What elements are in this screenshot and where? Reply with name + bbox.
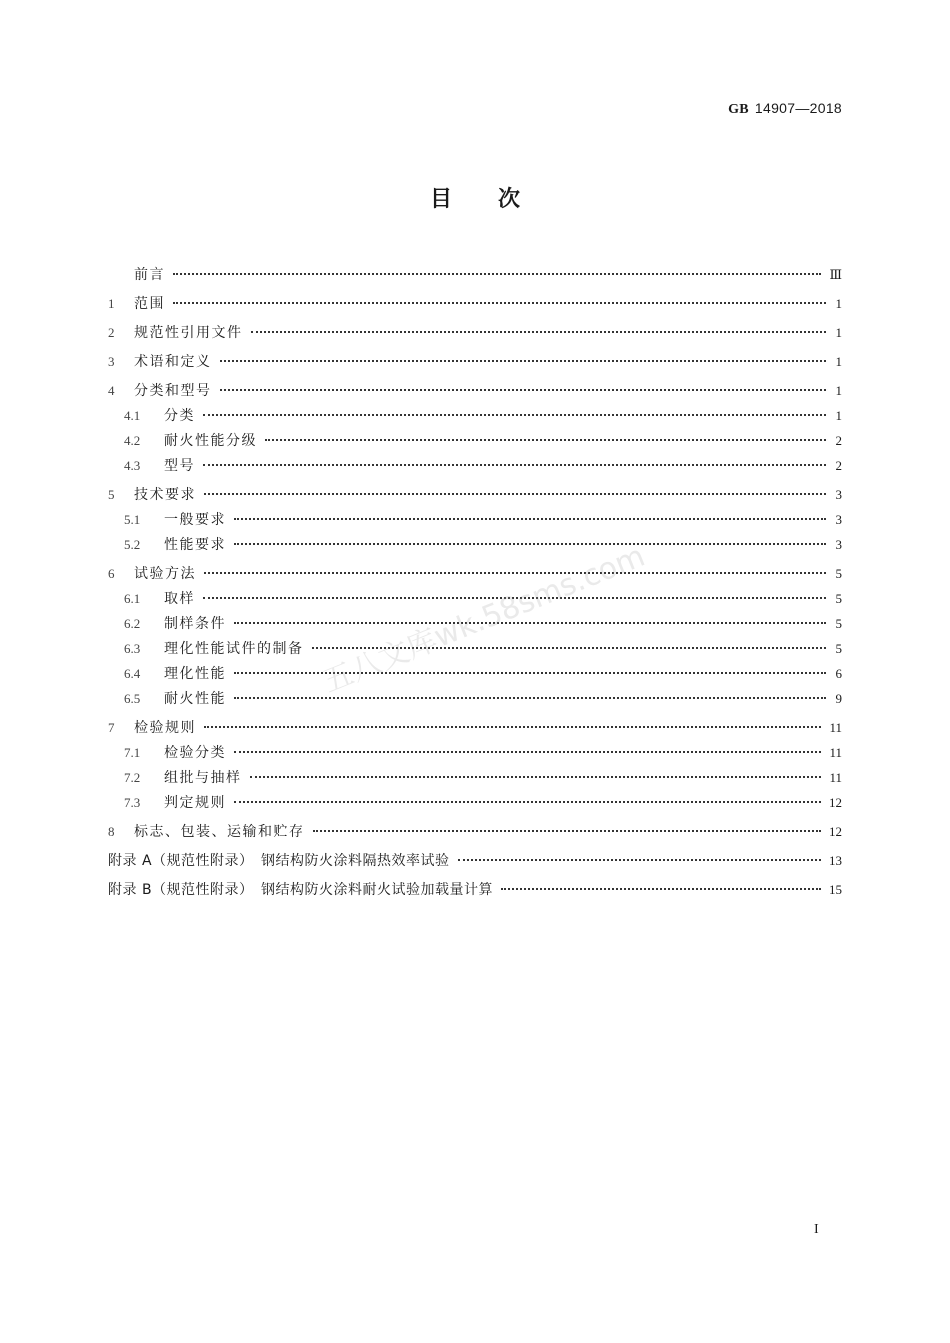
toc-entry-page: 5 <box>835 591 842 606</box>
toc-entry-number: 4.2 <box>124 433 141 448</box>
toc-entry-title: 耐火性能分级 <box>164 433 257 449</box>
standard-code <box>728 100 842 118</box>
toc-entry-number: 6.1 <box>124 591 141 606</box>
toc-entry-page: 1 <box>835 408 842 423</box>
page-number: I <box>814 1222 819 1237</box>
toc-entry-number: 6 <box>108 566 115 581</box>
toc-entry-title: 分类和型号 <box>134 383 212 399</box>
toc-dot-leader <box>204 493 826 495</box>
standard-number: 14907—2018 <box>754 100 842 116</box>
toc-entry-page: 2 <box>835 458 842 473</box>
toc-dot-leader <box>220 360 827 362</box>
toc-entry[interactable] <box>108 586 842 611</box>
toc-entry-title: 技术要求 <box>134 487 196 503</box>
toc-entry-page: 11 <box>829 745 842 760</box>
toc-entry-page: 1 <box>835 325 842 340</box>
toc-entry-page: 3 <box>835 537 842 552</box>
toc-entry-page: 2 <box>835 433 842 448</box>
toc-entry[interactable] <box>108 819 842 844</box>
toc-entry-title: 检验规则 <box>134 720 196 736</box>
toc-dot-leader <box>203 414 826 416</box>
toc-entry-page: 3 <box>835 512 842 527</box>
toc-entry-page: 5 <box>835 641 842 656</box>
toc-entry-number: 6.4 <box>124 666 141 681</box>
toc-entry-number: 3 <box>108 354 115 369</box>
table-of-contents <box>108 258 842 902</box>
toc-entry[interactable] <box>108 378 842 403</box>
toc-dot-leader <box>203 464 826 466</box>
toc-entry-page: 5 <box>835 616 842 631</box>
toc-entry-number: 5.2 <box>124 537 141 552</box>
toc-entry-title: 组批与抽样 <box>164 770 242 786</box>
toc-dot-leader <box>458 859 821 861</box>
toc-dot-leader <box>204 572 826 574</box>
toc-entry[interactable] <box>108 453 842 478</box>
toc-dot-leader <box>312 647 827 649</box>
toc-entry[interactable] <box>108 740 842 765</box>
toc-entry-title: 附录 B（规范性附录） 钢结构防火涂料耐火试验加载量计算 <box>108 882 494 898</box>
toc-entry-page: Ⅲ <box>829 267 842 282</box>
toc-entry-page: 9 <box>835 691 842 706</box>
toc-dot-leader <box>234 801 821 803</box>
toc-entry-title: 附录 A（规范性附录） 钢结构防火涂料隔热效率试验 <box>108 853 450 869</box>
toc-entry-page: 1 <box>835 354 842 369</box>
toc-dot-leader <box>250 776 822 778</box>
toc-entry-page: 12 <box>829 795 842 810</box>
toc-entry[interactable] <box>108 715 842 740</box>
toc-entry[interactable] <box>108 507 842 532</box>
toc-dot-leader <box>220 389 827 391</box>
toc-entry[interactable] <box>108 320 842 345</box>
toc-entry-title: 试验方法 <box>134 566 196 582</box>
toc-dot-leader <box>234 751 821 753</box>
watermark: 五八文库wk.58sms.com <box>317 538 650 700</box>
toc-entry-title: 判定规则 <box>164 795 226 811</box>
toc-entry-number: 5.1 <box>124 512 141 527</box>
toc-entry[interactable] <box>108 877 842 902</box>
toc-entry-title: 前言 <box>134 267 165 283</box>
toc-dot-leader <box>204 726 821 728</box>
toc-entry-page: 12 <box>829 824 842 839</box>
toc-dot-leader <box>234 543 826 545</box>
toc-entry-number: 4 <box>108 383 115 398</box>
toc-entry[interactable] <box>108 561 842 586</box>
toc-entry-title: 性能要求 <box>164 537 226 553</box>
toc-entry[interactable] <box>108 349 842 374</box>
toc-title: 目次 <box>429 187 566 212</box>
toc-entry[interactable] <box>108 686 842 711</box>
toc-entry-page: 1 <box>835 296 842 311</box>
toc-entry-title: 制样条件 <box>164 616 226 632</box>
toc-entry-page: 11 <box>829 770 842 785</box>
toc-dot-leader <box>234 697 826 699</box>
toc-entry[interactable] <box>108 848 842 873</box>
toc-entry-page: 13 <box>829 853 842 868</box>
toc-entry-page: 6 <box>835 666 842 681</box>
toc-entry-number: 7.1 <box>124 745 141 760</box>
toc-entry-title: 理化性能试件的制备 <box>164 641 304 657</box>
toc-entry[interactable] <box>108 291 842 316</box>
toc-entry-title: 分类 <box>164 408 195 424</box>
toc-entry[interactable] <box>108 611 842 636</box>
toc-entry-number: 6.5 <box>124 691 141 706</box>
toc-dot-leader <box>234 518 826 520</box>
toc-entry-number: 5 <box>108 487 115 502</box>
toc-dot-leader <box>251 331 827 333</box>
toc-entry-title: 型号 <box>164 458 195 474</box>
toc-entry-title: 耐火性能 <box>164 691 226 707</box>
toc-entry-page: 15 <box>829 882 842 897</box>
toc-entry-title: 规范性引用文件 <box>134 325 243 341</box>
toc-entry-title: 取样 <box>164 591 195 607</box>
toc-entry[interactable] <box>108 661 842 686</box>
toc-entry[interactable] <box>108 262 842 287</box>
toc-entry-page: 5 <box>835 566 842 581</box>
toc-dot-leader <box>234 622 826 624</box>
standard-prefix: GB <box>728 102 749 117</box>
toc-entry-number: 4.1 <box>124 408 141 423</box>
toc-entry-number: 7 <box>108 720 115 735</box>
toc-dot-leader <box>173 302 826 304</box>
toc-entry-number: 6.2 <box>124 616 141 631</box>
toc-entry-title: 一般要求 <box>164 512 226 528</box>
toc-entry-number: 6.3 <box>124 641 141 656</box>
toc-dot-leader <box>234 672 826 674</box>
toc-entry-number: 8 <box>108 824 115 839</box>
toc-entry-page: 1 <box>835 383 842 398</box>
toc-entry-title: 标志、包装、运输和贮存 <box>134 824 305 840</box>
toc-entry-title: 范围 <box>134 296 165 312</box>
toc-dot-leader <box>501 888 821 890</box>
toc-dot-leader <box>265 439 826 441</box>
toc-entry[interactable] <box>108 765 842 790</box>
toc-entry[interactable] <box>108 428 842 453</box>
toc-entry[interactable] <box>108 532 842 557</box>
toc-dot-leader <box>203 597 826 599</box>
toc-entry[interactable] <box>108 482 842 507</box>
toc-entry-title: 术语和定义 <box>134 354 212 370</box>
toc-entry-page: 11 <box>829 720 842 735</box>
toc-entry-page: 3 <box>835 487 842 502</box>
toc-dot-leader <box>313 830 822 832</box>
toc-entry[interactable] <box>108 636 842 661</box>
toc-dot-leader <box>173 273 821 275</box>
toc-entry-number: 7.2 <box>124 770 141 785</box>
toc-entry[interactable] <box>108 790 842 815</box>
toc-entry-number: 4.3 <box>124 458 141 473</box>
toc-entry-title: 理化性能 <box>164 666 226 682</box>
toc-entry-number: 1 <box>108 296 115 311</box>
toc-entry[interactable] <box>108 403 842 428</box>
toc-entry-number: 7.3 <box>124 795 141 810</box>
toc-entry-number: 2 <box>108 325 115 340</box>
toc-entry-title: 检验分类 <box>164 745 226 761</box>
